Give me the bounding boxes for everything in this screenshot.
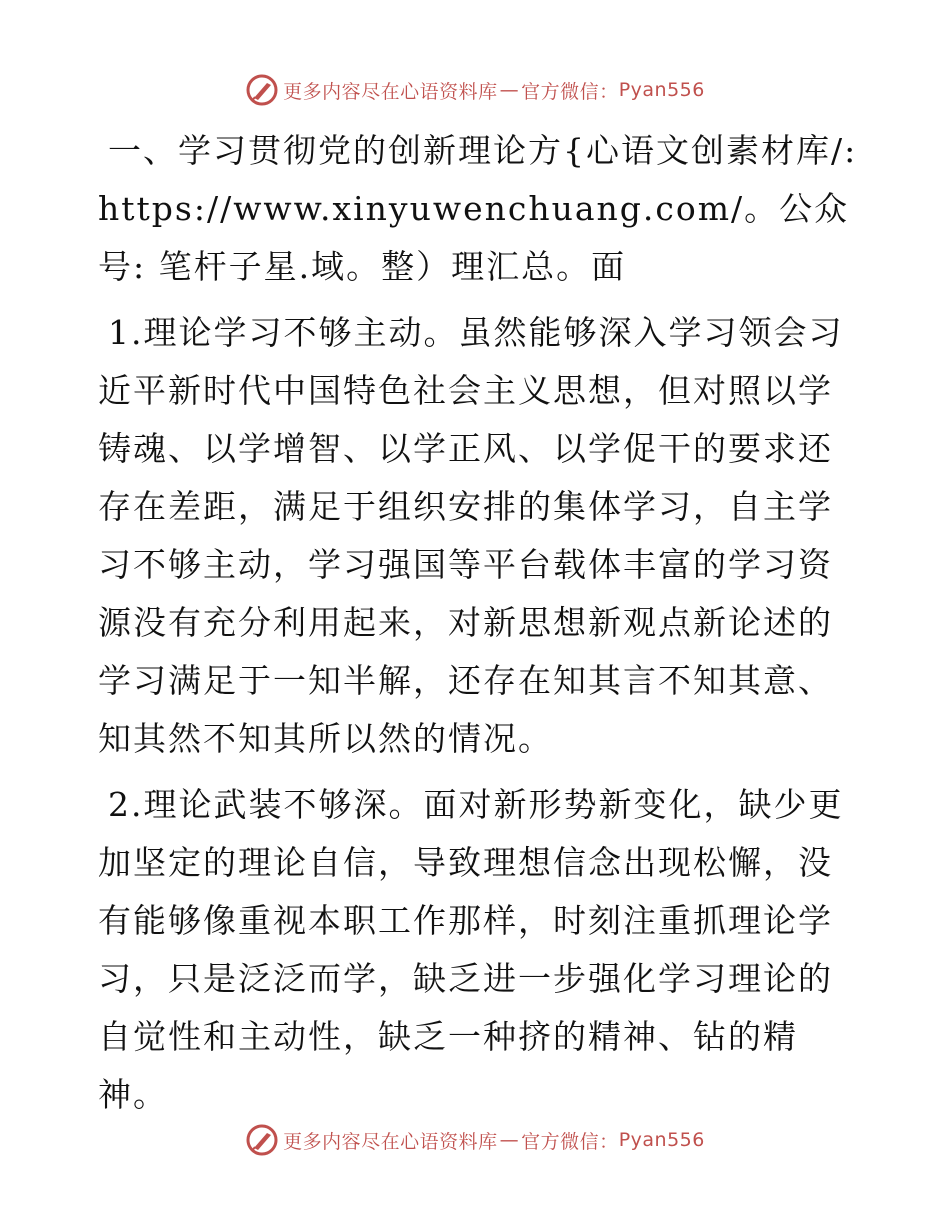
banner-text: 更多内容尽在心语资料库 (283, 1130, 498, 1153)
document-body (98, 122, 858, 1132)
banner-text: 更多内容尽在心语资料库 (283, 80, 498, 103)
banner-wechat-id: Pyan556 (618, 1129, 705, 1151)
footer-watermark-banner (0, 1120, 950, 1160)
banner-wechat-label: 官方微信： (521, 80, 619, 103)
banner-separator: — (499, 79, 520, 101)
banner-wechat-label: 官方微信： (521, 1130, 619, 1153)
quill-logo-icon (245, 73, 279, 107)
paragraph-2: 2.理论武装不够深。面对新形势新变化，缺少更加坚定的理论自信，导致理想信念出现松懈，没有能够像重视本职工作那样，时刻注重抓理论学习，只是泛泛而学，缺乏进一步强化学习理论的自觉性和主动性，缺乏一种挤的精神、钻的精神。 (98, 785, 844, 1114)
paragraph-1: 1.理论学习不够主动。虽然能够深入学习领会习近平新时代中国特色社会主义思想，但对照以学铸魂、以学增智、以学正风、以学促干的要求还存在差距，满足于组织安排的集体学习，自主学习不够主动，学习强国等平台载体丰富的学习资源没有充分利用起来，对新思想新观点新论述的学习满足于一知半解，还存在知其言不知其意、知其然不知其所以然的情况。 (98, 313, 844, 758)
quill-logo-icon (245, 1123, 279, 1157)
header-watermark-banner (0, 70, 950, 110)
banner-separator: — (499, 1129, 520, 1151)
banner-wechat-id: Pyan556 (618, 79, 705, 101)
section-heading: 一、学习贯彻党的创新理论方{心语文创素材库/: https://www.xinyuwenchuang.com/。公众号: 笔杆子星.域。整）理汇总。面 (98, 131, 858, 286)
